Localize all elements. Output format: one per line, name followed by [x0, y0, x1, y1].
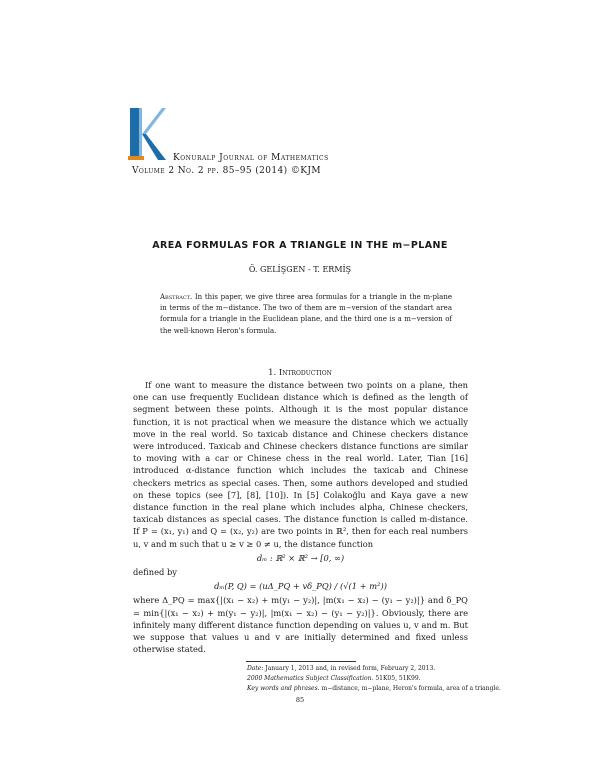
footnote-msc-text: 51K05, 51K99.	[375, 675, 421, 682]
footnote-date-label: Date:	[247, 665, 264, 672]
logo-lower-arm	[142, 134, 166, 160]
footnote-msc-label: 2000 Mathematics Subject Classification.	[247, 675, 374, 682]
equation-m-distance: dₘ(P, Q) = (uΔ_PQ + vδ_PQ) / (√(1 + m²))	[214, 581, 387, 592]
paper-title: AREA FORMULAS FOR A TRIANGLE IN THE m−PLANE	[152, 240, 448, 251]
logo-upper-arm	[142, 108, 166, 134]
section-heading: 1. Introduction	[268, 368, 332, 378]
footnote-keywords	[247, 684, 507, 694]
footnotes	[247, 664, 507, 694]
abstract-text: In this paper, we give three area formulas for a triangle in the m-plane in terms of the m−distance. The two of them are m−version of the standart area formula for a triangle in the Euclidean plane, and the third one is a m−version of the well-known Heron's formula.	[160, 293, 452, 335]
volume-line: Volume 2 No. 2 pp. 85–95 (2014) ©KJM	[132, 166, 322, 176]
logo-stem-highlight	[139, 108, 142, 160]
journal-name: Konuralp Journal of Mathematics	[173, 153, 329, 163]
footnote-keywords-text: m−distance, m−plane, Heron's formula, area of a triangle.	[321, 685, 501, 692]
footnote-msc	[247, 674, 507, 684]
footnote-rule	[246, 661, 356, 662]
journal-logo	[128, 106, 168, 162]
equation-distance-function: dₘ : ℝ² × ℝ² → [0, ∞)	[256, 552, 345, 563]
page-number: 85	[295, 696, 305, 704]
footnote-date-text: January 1, 2013 and, in revised form, February 2, 2013.	[265, 665, 436, 672]
footnote-keywords-label: Key words and phrases.	[247, 685, 320, 692]
footnote-date	[247, 664, 507, 674]
logo-stem	[130, 108, 139, 160]
body-text	[133, 379, 468, 655]
paragraph-2: defined by	[133, 567, 177, 578]
paper-authors: Ö. GELİŞGEN - T. ERMİŞ	[248, 265, 352, 274]
abstract	[160, 292, 452, 337]
logo-base	[128, 156, 144, 160]
abstract-label: Abstract.	[160, 293, 193, 301]
paragraph-3: where Δ_PQ = max{|(x₁ − x₂) + m(y₁ − y₂)|, |m(x₁ − x₂) − (y₁ − y₂)|} and δ_PQ = min{|(x₁ − x₂) + m(y₁ − y₂)|, |m(x₁ − x₂) − (y₁ − y₂)|}. Obviously, there are infinitely many different distance function depending on values u, v and m. But we suppose that values u and v are initially determined and fixed unless otherwise stated.	[133, 595, 468, 655]
paragraph-1: If one want to measure the distance between two points on a plane, then one can use frequently Euclidean distance which is defined as the length of segment between these points. Although it is the most popular distance function, it is not practical when we measure the distance which we actually move in the real world. So taxicab distance and Chinese checkers distance were introduced. Taxicab and Chinese checkers distance functions are similar to moving with a car or Chinese chess in the real world. Later, Tian [16] introduced α-distance function which includes the taxicab and Chinese checkers metrics as special cases. Then, some authors developed and studied on these topics (see [7], [8], [10]). In [5] Colakoğlu and Kaya gave a new distance function in the real plane which includes alpha, Chinese checkers, taxicab distances as special cases. The distance function is called m-distance. If P = (x₁, y₁) and Q = (x₂, y₂) are two points in ℝ², then for each real numbers u, v and m such that u ≥ v ≥ 0 ≠ u, the distance function	[133, 380, 468, 549]
